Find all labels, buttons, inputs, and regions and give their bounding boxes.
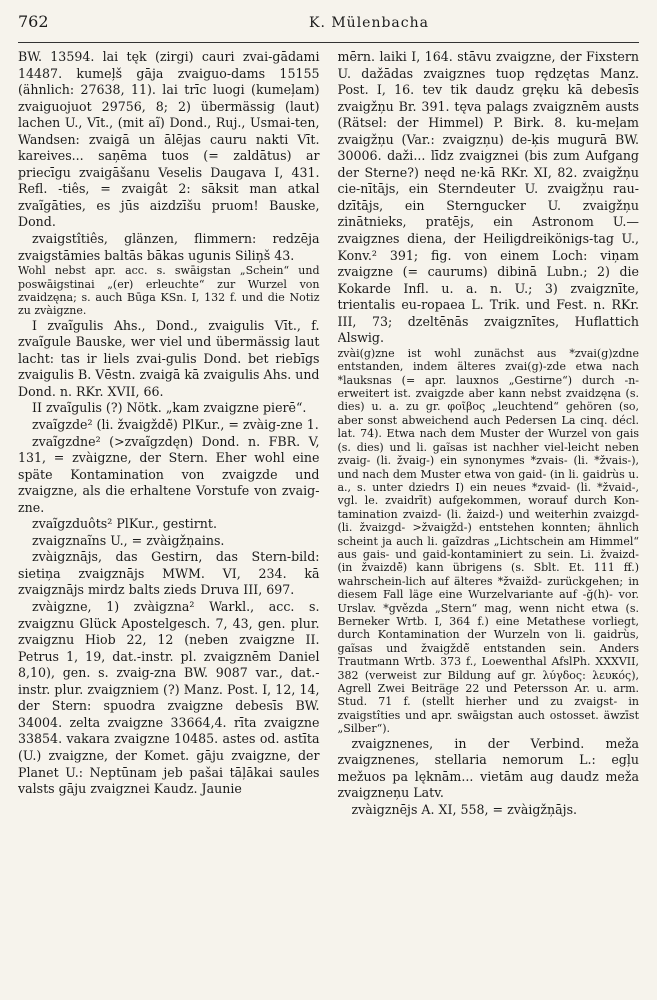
dictionary-entry: zvaigstîtiês, glänzen, flimmern: redzēja zvaigstāmies baltās bākas ugunis Siliņš 43. bbox=[18, 231, 320, 263]
dictionary-entry: zvaigznaĩns U., = zvàigžņains. bbox=[32, 532, 225, 548]
dictionary-entry: zvaigznenes, in der Verbind. meža zvaigznenes, stellaria nemorum L.: egļu mežuos pa lęknām... vietām aug daudz meža zvaigzneņu Latv. bbox=[337, 735, 639, 801]
left-column bbox=[18, 49, 320, 989]
page-number: 762 bbox=[18, 12, 49, 31]
dictionary-entry: zvaĩgzduôts² PlKur., gestirnt. bbox=[32, 516, 217, 532]
dictionary-entry: II zvaĩgulis (?) Nötk. „kam zvaigzne pierē“. bbox=[32, 400, 307, 416]
right-column bbox=[338, 49, 640, 989]
dictionary-entry: mērn. laiki I, 164. stāvu zvaigzne, der Fixstern U. dažādas zvaigznes tuop rędzętas Manz. Post. I, 16. tev tik daudz gręku kā debesīs zvaigžņu Br. 391. tęva palags zvaigznēm austs (Rätsel: der Himmel) P. Birk. 8. ku-meļam zvaigžņu (Var.: zvaigzņu) de-ķis mugurā BW. 30006. daži... līdz zvaigznei (bis zum Aufgang der Sterne?) neęd ne·kā RKr. XI, 82. zvaigžņu cie-nītājs, ein Sterndeuter U. zvaigžņu rau-dzītājs, ein Sterngucker U. zvaigžņu zinātnieks, pratējs, ein Astronom U.— zvaigznes diena, der Heiligdreikönigs-tag U., Konv.² 391; fig. von einem Loch: viņam zvaigzne (= caurums) dibinā Lubn.; 2) die Kokarde Infl. u. a. n. U.; 3) zvaigznīte, trientalis eu-ropaea L. Trik. und Fest. n. RKr. III, 73; dzeltēnās zvaigznītes, Huflattich Alswig. bbox=[337, 49, 639, 346]
dictionary-entry: I zvaĩgulis Ahs., Dond., zvaigulis Vīt., f. zvaĩgule Bauske, wer viel und übermässig laut lacht: tas ir liels zvai-gulis Dond. bet riebīgs zvaigulis B. Vēstn. zvaigā kā zvaigulis Ahs. und Dond. n. RKr. XVII, 66. bbox=[18, 317, 320, 399]
dictionary-entry: zvàigznājs, das Gestirn, das Stern-bild: sietiņa zvaigznājs MWM. VI, 234. kā zvaigznājs mirdz balts zieds Druva III, 697. bbox=[18, 549, 320, 598]
dictionary-entry: zvài(g)zne ist wohl zunächst aus *zvai(g)zdne entstanden, indem älteres zvai(g)-zde etwa nach *lauksnas (= apr. lauxnos „Gestirne“) durch -n- erweitert ist. zvaigzde aber kann nebst zvaidzęna (s. dies) u. a. zu gr. φοῖβος „leuchtend“ gehören (so, aber sonst abweichend auch Pedersen La cinq. décl. lat. 74). Etwa nach dem Muster der Wurzel von gais (s. dies) und li. gaĩsas ist nachher viel-leicht neben zvaig- (li. žvaig-) ein synonymes *zvais- (li. *žvais-), und nach dem Muster etwa von gaid- (in li. gaidrùs u. a., s. unter dziedrs I) ein neues *zvaid- (li. *žvaid-, vgl. le. zvaidrīt) aufgekommen, worauf durch Kon-tamination zvaizd- (li. žaizd-) und weiterhin zvaizgd- (li. žvaizgd- >žvaigžd-) entstehen konnten; ähnlich scheint ja auch li. gaĩzdras „Lichtschein am Himmel“ aus gais- und gaid-kontaminiert zu sein. Li. žvaizd- (in žvaizdė̃) kann übrigens (s. Sblt. Et. 111 ff.) wahrschein-lich auf älteres *žvaižd- zurückgehen; in diesem Fall läge eine Wurzelvariante auf -ğ(h)- vor. Urslav. *gvězda „Stern“ mag, wenn nicht etwa (s. Berneker Wrtb. I, 364 f.) eine Metathese vorliegt, durch Kontamination der Wurzeln von li. gaidrùs, gaĩsas und žvaigždė̃ entstanden sein. Anders Trautmann Wrtb. 373 f., Loewenthal AfslPh. XXXVII, 382 (verweist zur Bildung auf gr. λύγδος: λευκός), Agrell Zwei Beiträge 22 und Petersson Ar. u. arm. Stud. 71 f. (stellt hierher und zu zvaigst- in zvaigstîties und apr. swāigstan auch ostosset. äwzīst „Silber“). bbox=[337, 346, 639, 736]
dictionary-entry: zvaĩgzde² (li. žvaigždė̃) PlKur., = zvàig-zne 1. bbox=[32, 417, 319, 433]
dictionary-entry: zvaĩgzdne² (>zvaĩgzdęn) Dond. n. FBR. V, 131, = zvàigzne, der Stern. Eher wohl eine späte Kontamination von zvaigzde und zvaigzne, als die erhaltene Vorstufe von zvaig-zne. bbox=[18, 433, 320, 515]
two-column-body bbox=[18, 49, 639, 989]
dictionary-entry: zvàigznējs A. XI, 558, = zvàigžņājs. bbox=[351, 801, 578, 817]
dictionary-entry: BW. 13594. lai tęk (zirgi) cauri zvai-gādami 14487. kumeļš gāja zvaiguo-dams 15155 (ähnlich: 27638, 11). lai trīc luogi (kumeļam) zvaiguojuot 29756, 8; 2) übermässig (laut) lachen U., Vīt., (mit aĩ) Dond., Ruj., Usmai-ten, Wandsen: zvaigā un ālējas cauru nakti Vīt. kareives... saņēma tuos (= zaldātus) ar priecīgu zvaigāšanu Veselis Daugava I, 431. Refl. -tiês, = zvaigât 2: sāksit man atkal zvaĩgāties, es jūs aizdzīšu pruom! Bauske, Dond. bbox=[18, 49, 320, 230]
dictionary-entry: zvàigzne, 1) zvàigzna² Warkl., acc. s. zvaigznu Glück Apostelgesch. 7, 43, gen. plur. zvaigznu Hiob 22, 12 (neben zvaigzne II. Petrus 1, 19, dat.-instr. pl. zvaigznēm Daniel 8,10), gen. s. zvaig-zna BW. 9087 var., dat.-instr. plur. zvaigzniem (?) Manz. Post. I, 12, 14, der Stern: spuodra zvaigzne debesīs BW. 34004. zelta zvaigzne 33664,4. rīta zvaigzne 33854. vakara zvaigzne 10485. astes od. astīta (U.) zvaigzne, der Komet. gāju zvaigzne, der Planet U.: Neptūnam jeb pašai tāļākai saules valsts gāju zvaigznei Kaudz. Jaunie bbox=[18, 599, 320, 797]
running-head: K. Mülenbacha bbox=[308, 15, 429, 31]
header-rule bbox=[18, 42, 639, 43]
page-header bbox=[18, 12, 639, 34]
dictionary-entry: Wohl nebst apr. acc. s. swāigstan „Schein“ und poswāigstinai „(er) erleuchte“ zur Wurzel von zvaidzęna; s. auch Būga KSn. I, 132 f. und die Notiz zu zvàigzne. bbox=[18, 264, 320, 318]
